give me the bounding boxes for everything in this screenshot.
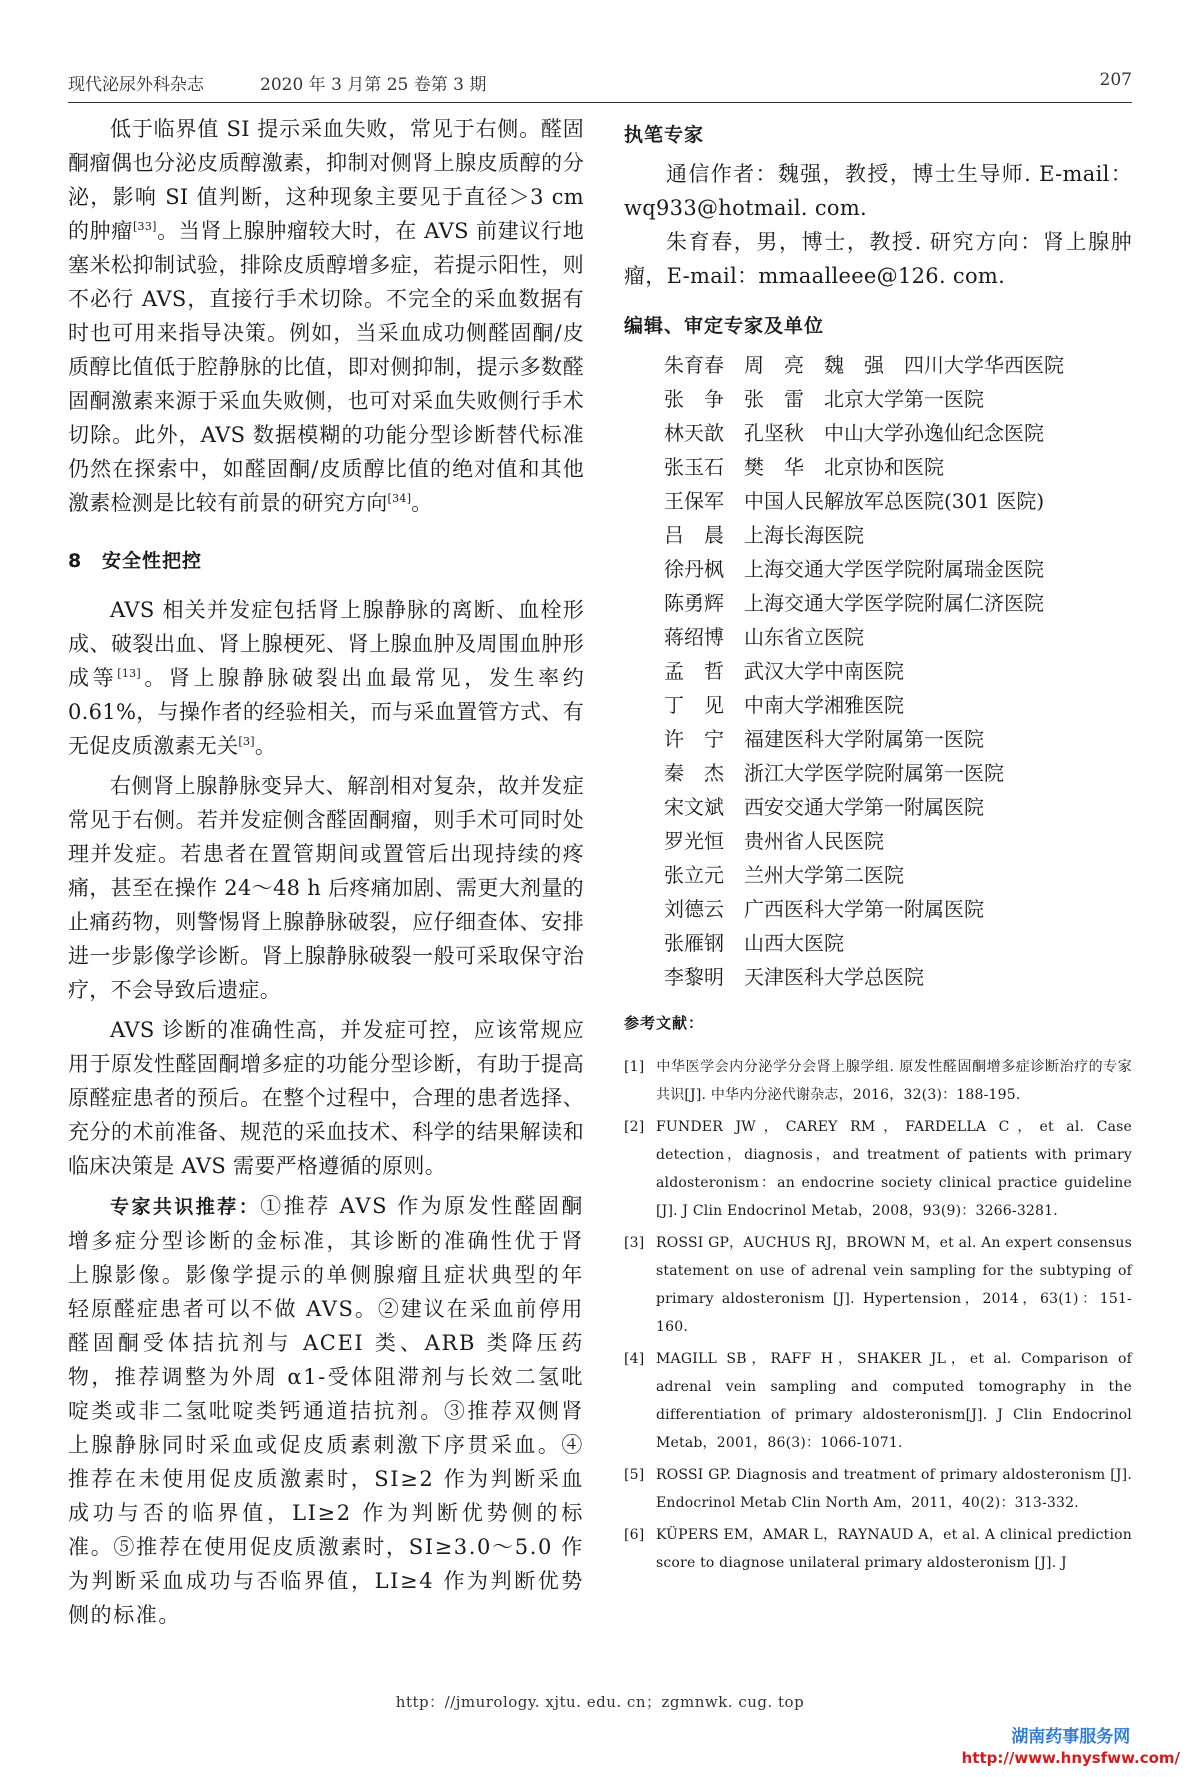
expert-row	[664, 722, 1132, 756]
expert-unit: 天津医科大学总医院	[744, 965, 924, 989]
watermark-title: 湖南药事服务网	[1011, 1727, 1131, 1747]
expert-unit: 上海长海医院	[744, 523, 864, 547]
expert-name: 张玉石	[664, 455, 724, 479]
expert-name: 李黎明	[664, 965, 724, 989]
expert-unit: 福建医科大学附属第一医院	[744, 727, 984, 751]
references-heading: 参考文献：	[624, 1014, 705, 1032]
expert-unit: 武汉大学中南医院	[744, 659, 904, 683]
text-span: 。	[411, 491, 433, 515]
text-span: 。当肾上腺肿瘤较大时，在 AVS 前建议行地塞米松抑制试验，排除皮质醇增多症，若提示阳性，则不必行 AVS，直接行手术切除。不完全的采血数据有时也可用来指导决策。例如，当采血成功侧醛固酮/皮质醇比值低于腔静脉的比值，即对侧抑制，提示多数醛固酮激素来源于采血失败侧，也可对采血失败侧行手术切除。此外，AVS 数据模糊的功能分型诊断替代标准仍然在探索中，如醛固酮/皮质醇比值的绝对值和其他激素检测是比较有前景的研究方向	[68, 219, 584, 515]
expert-unit: 中南大学湘雅医院	[744, 693, 904, 717]
paragraph-si-interpretation	[68, 112, 584, 520]
reference-number: [1]	[624, 1059, 645, 1075]
section-heading-safety	[68, 546, 584, 573]
expert-row	[664, 518, 1132, 552]
expert-name: 朱育春	[664, 353, 724, 377]
expert-name: 魏 强	[824, 353, 884, 377]
section-title: 安全性把控	[102, 550, 203, 572]
section-heading-editors: 编辑、审定专家及单位	[624, 315, 825, 337]
reference-item	[624, 1461, 1132, 1517]
expert-row	[664, 552, 1132, 586]
reference-item	[624, 1345, 1132, 1457]
expert-name: 许 宁	[664, 727, 724, 751]
expert-row	[664, 688, 1132, 722]
expert-name: 孔坚秋	[744, 421, 804, 445]
expert-unit: 兰州大学第二医院	[744, 863, 904, 887]
author-second: 朱育春，男，博士，教授. 研究方向：肾上腺肿瘤，E-mail：mmaalleee@126. com.	[624, 230, 1132, 288]
expert-row	[664, 450, 1132, 484]
expert-row	[664, 348, 1132, 382]
page-number: 207	[1099, 70, 1132, 90]
expert-unit: 贵州省人民医院	[744, 829, 884, 853]
paragraph-consensus	[68, 1189, 584, 1632]
issue-info: 2020 年 3 月第 25 卷第 3 期	[260, 75, 487, 95]
expert-unit: 山西大医院	[744, 931, 844, 955]
running-header	[68, 62, 1132, 103]
expert-name: 张 争	[664, 387, 724, 411]
reference-number: [4]	[624, 1351, 645, 1367]
text-span: AVS 相关并发症包括肾上腺静脉的离断、血栓形成、破裂出血、肾上腺梗死、肾上腺血肿及周围血肿形成等	[68, 598, 584, 690]
expert-unit: 广西医科大学第一附属医院	[744, 897, 984, 921]
reference-text: ROSSI GP，AUCHUS RJ，BROWN M，et al. An expert consensus statement on use of adrenal vein sampling for the subtyping of primary aldosteronism [J]. Hypertension，2014，63(1)：151-160.	[656, 1235, 1132, 1335]
expert-name: 王保军	[664, 489, 724, 513]
text-span: 低于临界值 SI 提示采血失败，常见于右侧。醛固酮瘤偶也分泌皮质醇激素，抑制对侧肾上腺皮质醇的分泌，影响 SI 值判断，这种现象主要见于直径＞3 cm 的肿瘤	[68, 117, 584, 243]
watermark	[962, 1722, 1180, 1767]
citation: [33]	[132, 220, 157, 233]
expert-name: 张雁钢	[664, 931, 724, 955]
expert-unit: 中山大学孙逸仙纪念医院	[824, 421, 1044, 445]
paragraph-conclusion: AVS 诊断的准确性高，并发症可控，应该常规应用于原发性醛固酮增多症的功能分型诊断，有助于提高原醛症患者的预后。在整个过程中，合理的患者选择、充分的术前准备、规范的采血技术、科学的结果解读和临床决策是 AVS 需要严格遵循的原则。	[68, 1018, 584, 1178]
expert-row	[664, 416, 1132, 450]
expert-unit: 上海交通大学医学院附属瑞金医院	[744, 557, 1044, 581]
reference-text: FUNDER JW，CAREY RM，FARDELLA C，et al. Case detection，diagnosis，and treatment of patients with primary aldosteronism：an endocrine society clinical practice guideline [J]. J Clin Endocrinol Metab，2008，93(9)：3266-3281.	[656, 1119, 1132, 1219]
left-column	[68, 112, 584, 1632]
reference-item	[624, 1521, 1132, 1577]
reference-number: [5]	[624, 1467, 645, 1483]
expert-name: 宋文斌	[664, 795, 724, 819]
expert-unit: 四川大学华西医院	[904, 353, 1064, 377]
reference-text: MAGILL SB，RAFF H，SHAKER JL，et al. Comparison of adrenal vein sampling and computed tomography in the differentiation of primary aldosteronism[J]. J Clin Endocrinol Metab，2001，86(3)：1066-1071.	[656, 1351, 1132, 1451]
expert-list	[664, 348, 1132, 994]
expert-name: 罗光恒	[664, 829, 724, 853]
expert-unit: 山东省立医院	[744, 625, 864, 649]
paragraph-complications	[68, 593, 584, 763]
expert-row	[664, 790, 1132, 824]
right-column	[624, 112, 1132, 1581]
citation: [13]	[117, 667, 142, 680]
expert-name: 蒋绍博	[664, 625, 724, 649]
expert-name: 孟 哲	[664, 659, 724, 683]
journal-name: 现代泌尿外科杂志	[68, 75, 204, 95]
expert-row	[664, 382, 1132, 416]
reference-item	[624, 1113, 1132, 1225]
reference-number: [6]	[624, 1527, 645, 1543]
text-span: 。	[254, 734, 277, 758]
expert-row	[664, 484, 1132, 518]
paragraph-right-side: 右侧肾上腺静脉变异大、解剖相对复杂，故并发症常见于右侧。若并发症侧含醛固酮瘤，则手术可同时处理并发症。若患者在置管期间或置管后出现持续的疼痛，甚至在操作 24～48 h 后疼痛加剧、需更大剂量的止痛药物，则警惕肾上腺静脉破裂，应仔细查体、安排进一步影像学诊断。肾上腺静脉破裂一般可采取保守治疗，不会导致后遗症。	[68, 774, 584, 1002]
expert-name: 张 雷	[744, 387, 804, 411]
reference-item	[624, 1053, 1132, 1109]
expert-unit: 北京协和医院	[824, 455, 944, 479]
expert-name: 丁 见	[664, 693, 724, 717]
expert-unit: 北京大学第一医院	[824, 387, 984, 411]
expert-row	[664, 926, 1132, 960]
reference-number: [3]	[624, 1235, 645, 1251]
footer-url: http：//jmurology. xjtu. edu. cn；zgmnwk. cug. top	[395, 1693, 805, 1711]
expert-unit: 浙江大学医学院附属第一医院	[744, 761, 1004, 785]
expert-name: 陈勇辉	[664, 591, 724, 615]
expert-row	[664, 892, 1132, 926]
expert-unit: 西安交通大学第一附属医院	[744, 795, 984, 819]
expert-row	[664, 756, 1132, 790]
reference-text: 中华医学会内分泌学分会肾上腺学组. 原发性醛固酮增多症诊断治疗的专家共识[J]. 中华内分泌代谢杂志，2016，32(3)：188-195.	[656, 1059, 1132, 1103]
text-span: 。肾上腺静脉破裂出血最常见，发生率约 0.61%，与操作者的经验相关，而与采血置管方式、有无促皮质激素无关	[68, 666, 584, 758]
citation: [34]	[387, 492, 412, 505]
consensus-lead: 专家共识推荐：	[110, 1196, 261, 1218]
expert-row	[664, 586, 1132, 620]
expert-unit: 上海交通大学医学院附属仁济医院	[744, 591, 1044, 615]
expert-name: 秦 杰	[664, 761, 724, 785]
watermark-url: http://www.hnysfww.com/	[961, 1749, 1180, 1767]
section-heading-authors: 执笔专家	[624, 124, 705, 146]
expert-row	[664, 654, 1132, 688]
reference-list	[624, 1053, 1132, 1577]
expert-name: 吕 晨	[664, 523, 724, 547]
expert-row	[664, 858, 1132, 892]
reference-item	[624, 1229, 1132, 1341]
citation: [3]	[238, 735, 255, 748]
expert-name: 林天歆	[664, 421, 724, 445]
expert-row	[664, 620, 1132, 654]
reference-text: ROSSI GP. Diagnosis and treatment of primary aldosteronism [J]. Endocrinol Metab Clin North Am，2011，40(2)：313-332.	[656, 1467, 1132, 1511]
expert-row	[664, 824, 1132, 858]
expert-name: 张立元	[664, 863, 724, 887]
author-corresponding: 通信作者：魏强，教授，博士生导师. E-mail：wq933@hotmail. com.	[624, 162, 1132, 220]
expert-row	[664, 960, 1132, 994]
reference-text: KÜPERS EM，AMAR L，RAYNAUD A，et al. A clinical prediction score to diagnose unilateral primary aldosteronism [J]. J	[656, 1527, 1132, 1571]
expert-name: 樊 华	[744, 455, 804, 479]
section-number: 8	[68, 550, 83, 572]
consensus-body: ①推荐 AVS 作为原发性醛固酮增多症分型诊断的金标准，其诊断的准确性优于肾上腺影像。影像学提示的单侧腺瘤且症状典型的年轻原醛症患者可以不做 AVS。②建议在采血前停用醛固酮受体拮抗剂与 ACEI 类、ARB 类降压药物，推荐调整为外周 α1-受体阻滞剂与长效二氢吡啶类或非二氢吡啶类钙通道拮抗剂。③推荐双侧肾上腺静脉同时采血或促皮质素刺激下序贯采血。④推荐在未使用促皮质激素时，SI≥2 作为判断采血成功与否的临界值，LI≥2 作为判断优势侧的标准。⑤推荐在使用促皮质激素时，SI≥3.0～5.0 作为判断采血成功与否临界值，LI≥4 作为判断优势侧的标准。	[68, 1194, 585, 1627]
expert-name: 刘德云	[664, 897, 724, 921]
expert-unit: 中国人民解放军总医院(301 医院)	[744, 489, 1045, 513]
reference-number: [2]	[624, 1119, 645, 1135]
expert-name: 周 亮	[744, 353, 804, 377]
expert-name: 徐丹枫	[664, 557, 724, 581]
